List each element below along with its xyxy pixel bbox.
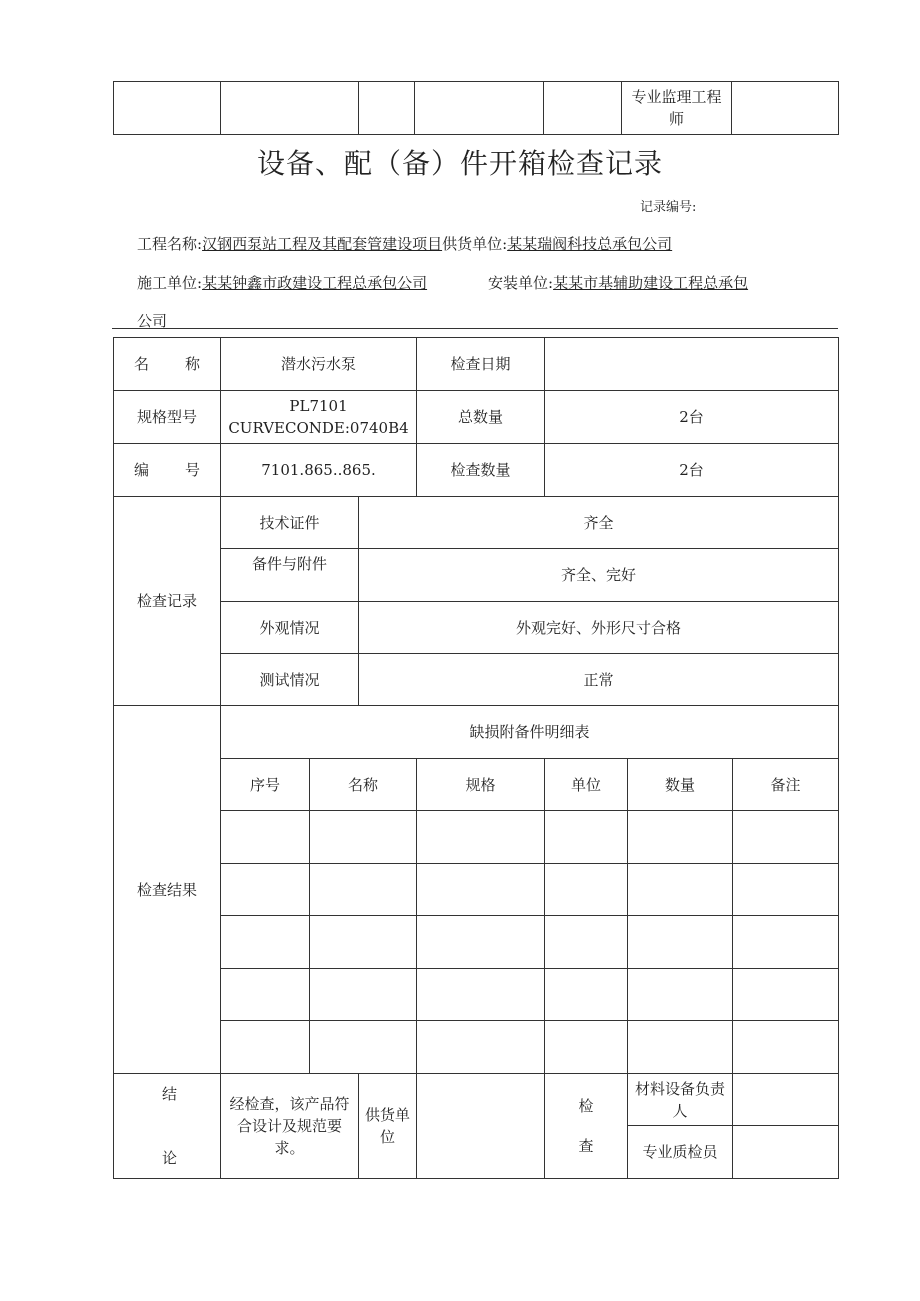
empty-cell <box>310 864 417 916</box>
supplier-signature <box>417 1074 545 1179</box>
empty-cell <box>310 1021 417 1074</box>
empty-cell <box>628 916 733 969</box>
column-header: 单位 <box>545 759 628 811</box>
empty-cell <box>114 82 221 135</box>
table-row <box>114 1021 839 1074</box>
name-label-b: 称 <box>184 355 200 373</box>
model-label: 规格型号 <box>114 391 221 444</box>
install-value: 某某市基辅助建设工程总承包 <box>553 274 749 292</box>
inspection-item-label: 技术证件 <box>221 497 359 549</box>
empty-cell <box>628 1021 733 1074</box>
inspection-item-label <box>221 549 359 602</box>
empty-cell <box>221 916 310 969</box>
empty-cell <box>733 916 839 969</box>
inspection-record-label: 检查记录 <box>114 497 221 706</box>
empty-cell <box>544 82 622 135</box>
supervising-engineer-signature <box>732 82 839 135</box>
supplier-unit-label: 供货单位 <box>359 1074 417 1179</box>
empty-cell <box>221 969 310 1021</box>
install-value-continued: 公司 <box>137 312 168 330</box>
empty-cell <box>310 916 417 969</box>
project-name-value: 汉钢西泵站工程及其配套管建设项目 <box>202 235 443 253</box>
empty-cell <box>628 864 733 916</box>
quality-inspector-signature <box>733 1126 839 1179</box>
check-date-value <box>545 338 839 391</box>
column-header: 名称 <box>310 759 417 811</box>
empty-cell <box>221 864 310 916</box>
header-divider <box>112 328 838 329</box>
model-value-line-2: CURVECONDE:0740B4 <box>228 419 409 437</box>
serial-label-cell <box>114 444 221 497</box>
empty-cell <box>415 82 544 135</box>
project-name-label: 工程名称: <box>137 235 203 253</box>
equipment-name-value: 潜水污水泵 <box>221 338 417 391</box>
conclusion-text: 经检查，该产品符合设计及规范要求。 <box>221 1074 359 1179</box>
empty-cell <box>733 1021 839 1074</box>
empty-cell <box>733 811 839 864</box>
page-title: 设备、配（备）件开箱检查记录 <box>256 147 663 180</box>
empty-cell <box>359 82 415 135</box>
check-label-cell <box>545 1074 628 1179</box>
empty-cell <box>417 811 545 864</box>
check-label-a: 检 <box>578 1097 594 1115</box>
empty-cell <box>417 864 545 916</box>
empty-cell <box>221 82 359 135</box>
empty-cell <box>545 1021 628 1074</box>
model-value-cell <box>221 391 417 444</box>
inspection-item-value: 正常 <box>359 654 839 706</box>
supplier-value: 某某瑞阀科技总承包公司 <box>507 235 673 253</box>
inspection-item-label-text: 备件与附件 <box>251 555 327 573</box>
inspection-item-value: 齐全、完好 <box>359 549 839 602</box>
column-header: 数量 <box>628 759 733 811</box>
serial-value: 7101.865..865. <box>221 444 417 497</box>
record-number-label: 记录编号: <box>640 200 697 215</box>
empty-cell <box>417 1021 545 1074</box>
inspection-item-label: 测试情况 <box>221 654 359 706</box>
material-manager-signature <box>733 1074 839 1126</box>
empty-cell <box>310 969 417 1021</box>
material-manager-label: 材料设备负责人 <box>628 1074 733 1126</box>
construction-value: 某某钟鑫市政建设工程总承包公司 <box>202 274 428 292</box>
empty-cell <box>733 864 839 916</box>
column-header: 备注 <box>733 759 839 811</box>
empty-cell <box>733 969 839 1021</box>
install-label: 安装单位: <box>488 274 554 292</box>
supervising-engineer-label: 专业监理工程师 <box>622 82 732 135</box>
construction-label: 施工单位: <box>137 274 203 292</box>
column-header: 规格 <box>417 759 545 811</box>
inspection-item-value: 外观完好、外形尺寸合格 <box>359 602 839 654</box>
empty-cell <box>628 969 733 1021</box>
empty-cell <box>221 1021 310 1074</box>
inspection-item-label: 外观情况 <box>221 602 359 654</box>
construction-line <box>137 272 427 293</box>
table-row <box>114 969 839 1021</box>
empty-cell <box>310 811 417 864</box>
inspection-item-value: 齐全 <box>359 497 839 549</box>
check-date-label: 检查日期 <box>417 338 545 391</box>
column-header: 序号 <box>221 759 310 811</box>
missing-parts-table-title: 缺损附备件明细表 <box>221 706 839 759</box>
table-row <box>114 864 839 916</box>
empty-cell <box>417 969 545 1021</box>
conclusion-label-b: 论 <box>162 1149 178 1167</box>
conclusion-label-cell <box>114 1074 221 1179</box>
conclusion-label-a: 结 <box>162 1085 178 1103</box>
check-label-b: 查 <box>578 1137 594 1155</box>
empty-cell <box>628 811 733 864</box>
total-quantity-value: 2台 <box>545 391 839 444</box>
empty-cell <box>545 864 628 916</box>
empty-cell <box>545 969 628 1021</box>
install-line <box>488 272 748 293</box>
empty-cell <box>221 811 310 864</box>
name-label-a: 名 <box>134 355 150 373</box>
empty-cell <box>545 811 628 864</box>
project-name-line <box>137 233 672 254</box>
inspection-result-label: 检查结果 <box>114 706 221 1074</box>
check-quantity-label: 检查数量 <box>417 444 545 497</box>
model-value-line-1: PL7101 <box>289 397 348 415</box>
table-row <box>114 811 839 864</box>
empty-cell <box>417 916 545 969</box>
inspection-form-table <box>113 337 839 1179</box>
empty-cell <box>545 916 628 969</box>
check-quantity-value: 2台 <box>545 444 839 497</box>
total-quantity-label: 总数量 <box>417 391 545 444</box>
serial-label-a: 编 <box>134 461 150 479</box>
top-fragment-table <box>113 81 839 135</box>
serial-label-b: 号 <box>184 461 200 479</box>
table-row <box>114 916 839 969</box>
supplier-label: 供货单位: <box>442 235 508 253</box>
quality-inspector-label: 专业质检员 <box>628 1126 733 1179</box>
name-label-cell <box>114 338 221 391</box>
